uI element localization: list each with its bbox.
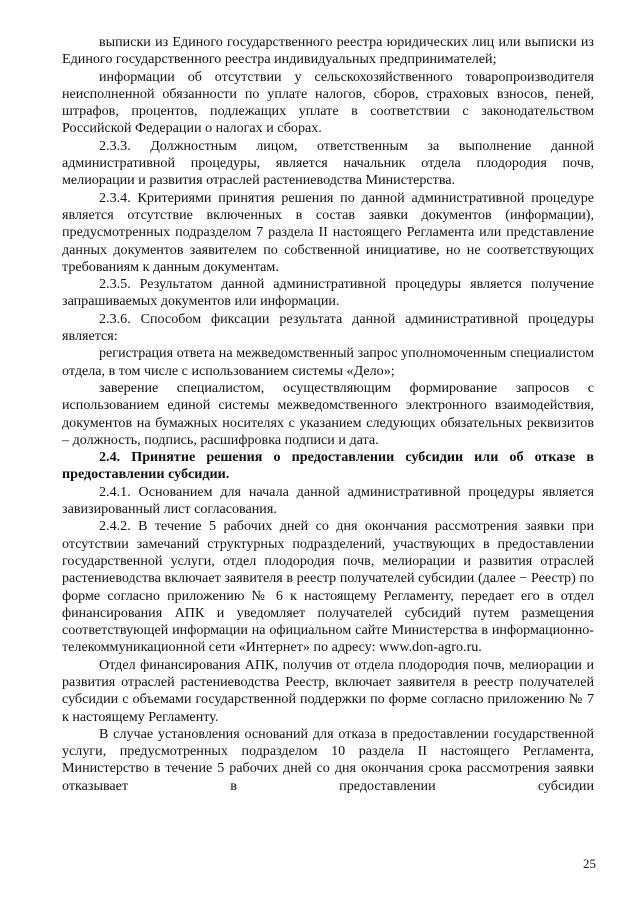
paragraph: 2.3.5. Результатом данной административной процедуры является получение запрашиваемых документов или информации.: [62, 276, 594, 310]
paragraph: 2.3.6. Способом фиксации результата данной административной процедуры является:: [62, 310, 594, 345]
paragraph: регистрация ответа на межведомственный запрос уполномоченным специалистом отдела, в том числе с использованием системы «Дело»;: [62, 345, 594, 379]
section-heading: 2.4. Принятие решения о предоставлении субсидии или об отказе в предоставлении субсидии.: [62, 449, 594, 483]
page-number: 25: [583, 856, 596, 871]
paragraph: заверение специалистом, осуществляющим формирование запросов с использованием единой системы межведомственного электронного взаимодействия, документов на бумажных носителях с указанием следующих обязательных реквизитов – должность, подпись, расшифровка подписи и дата.: [62, 379, 594, 448]
paragraph: выписки из Единого государственного реестра юридических лиц или выписки из Единого государственного реестра индивидуальных предпринимателей;: [62, 34, 594, 68]
paragraph: информации об отсутствии у сельскохозяйственного товаропроизводителя неисполненной обязанности по уплате налогов, сборов, страховых взносов, пеней, штрафов, процентов, подлежащих уплате в соответствии с законодательством Российской Федерации о налогах и сборах.: [62, 68, 594, 137]
paragraph: 2.3.3. Должностным лицом, ответственным за выполнение данной административной процедуры, является начальник отдела плодородия почв, мелиорации и развития отраслей растениеводства Министерства.: [62, 137, 594, 189]
paragraph: В случае установления оснований для отказа в предоставлении государственной услуги, предусмотренных подразделом 10 раздела II настоящего Регламента, Министерство в течение 5 рабочих дней со дня окончания срока рассмотрения заявки отказывает в предоставлении субсидии: [62, 725, 594, 794]
paragraph: 2.4.1. Основанием для начала данной административной процедуры является завизированный лист согласования.: [62, 483, 594, 518]
paragraph: 2.3.4. Критериями принятия решения по данной административной процедуре является отсутствие включенных в состав заявки документов (информации), предусмотренных подразделом 7 раздела II настоящего Регламента или представление данных документов заявителем по собственной инициативе, но не соответствующих требованиям к данным документам.: [62, 189, 594, 275]
paragraph: Отдел финансирования АПК, получив от отдела плодородия почв, мелиорации и развития отраслей растениеводства Реестр, включает заявителя в реестр получателей субсидии с объемами государственной поддержки по форме согласно приложению № 7 к настоящему Регламенту.: [62, 656, 594, 725]
document-body: [62, 34, 594, 795]
paragraph: 2.4.2. В течение 5 рабочих дней со дня окончания рассмотрения заявки при отсутствии замечаний структурных подразделений, участвующих в предоставлении государственной услуги, отдел плодородия почв, мелиорации и развития отраслей растениеводства включает заявителя в реестр получателей субсидии (далее − Реестр) по форме согласно приложению № 6 к настоящему Регламенту, передает его в отдел финансирования АПК и уведомляет получателей субсидий путем размещения соответствующей информации на официальном сайте Министерства в информационно-телекоммуникационной сети «Интернет» по адресу: www.don-agro.ru.: [62, 518, 594, 656]
